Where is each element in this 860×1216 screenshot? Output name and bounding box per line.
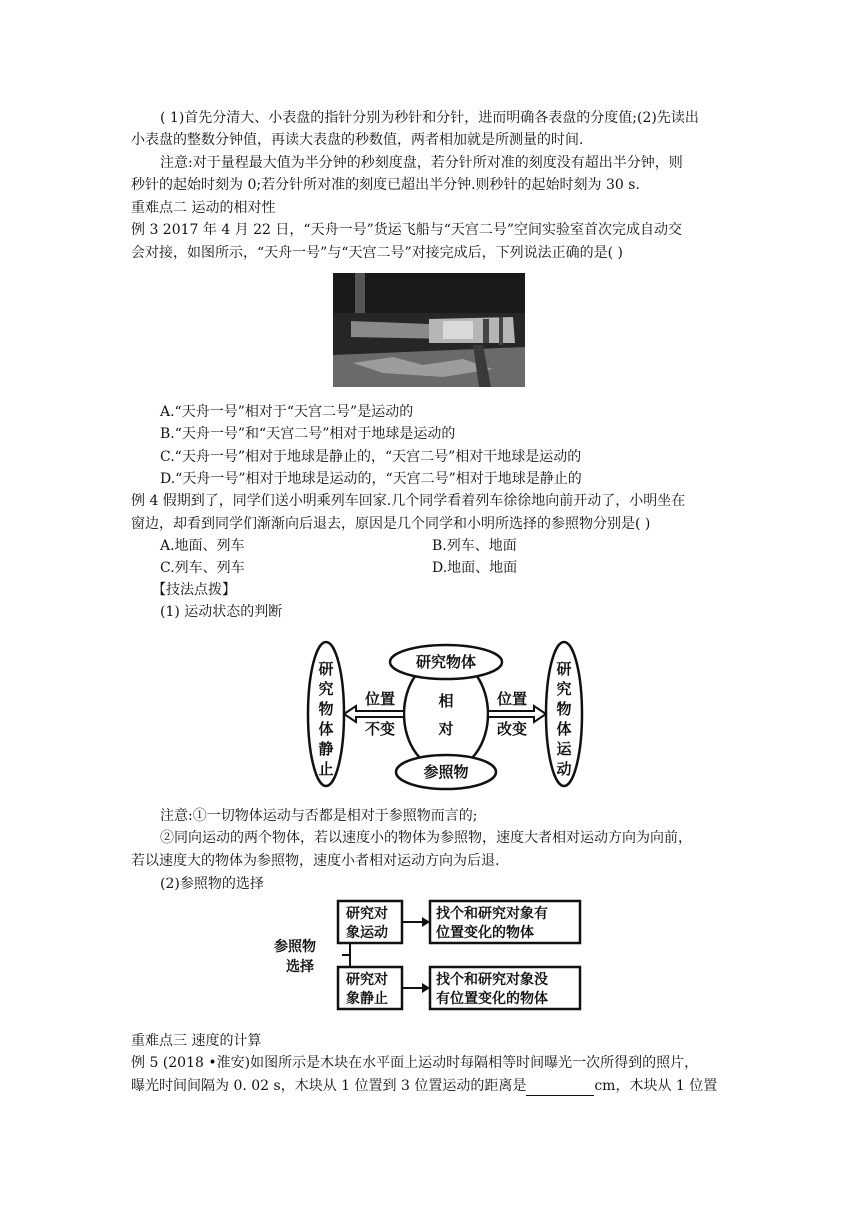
branch-moving-line-1: 研究对 <box>346 906 388 922</box>
right-bottom-label: 改变 <box>496 720 528 738</box>
answer-blank[interactable] <box>526 1081 594 1096</box>
left-bottom-label: 不变 <box>364 720 396 738</box>
example-4-line-1: 例 4 假期到了，同学们送小明乘列车回家.几个同学看着列车徐徐地向前开动了，小明坐在 <box>131 493 686 509</box>
intro-note-line-2: 秒针的起始时刻为 0;若分针所对准的刻度已超出半分钟.则秒针的起始时刻为 30 s. <box>131 177 640 193</box>
root-label-line-1: 参照物 <box>274 939 316 955</box>
relative-char-2: 对 <box>438 720 454 738</box>
moving-char-5: 运 <box>556 740 572 758</box>
right-top-label: 位置 <box>496 690 528 708</box>
intro-line-2: 小表盘的整数分钟值，再读大表盘的秒数值，两者相加就是所测量的时间. <box>131 132 584 148</box>
example-4-line-2: 窗边，却看到同学们渐渐向后退去，原因是几个同学和小明所选择的参照物分别是( ) <box>131 516 651 532</box>
branch-static-line-1: 研究对 <box>346 972 388 988</box>
example-4-option-c: C.列车、列车 <box>160 560 245 576</box>
moving-char-2: 究 <box>556 680 572 698</box>
motion-state-diagram <box>300 640 590 795</box>
notes-line-1: 注意:①一切物体运动与否都是相对于参照物而言的; <box>160 808 478 824</box>
tips-subtitle-1: (1) 运动状态的判断 <box>160 604 283 620</box>
example-3-line-1: 例 3 2017 年 4 月 22 日，“天舟一号”货运飞船与“天宫二号”空间实验室首次完成自动交 <box>131 222 683 238</box>
example-3-line-2: 会对接，如图所示，“天舟一号”与“天宫二号”对接完成后，下列说法正确的是( ) <box>131 245 624 261</box>
static-char-1: 研 <box>318 660 334 678</box>
tips-title: 【技法点拨】 <box>152 582 236 598</box>
reference-selection-diagram <box>272 895 592 1025</box>
result-static-line-1: 找个和研究对象没 <box>436 972 548 988</box>
reference-label: 参照物 <box>423 763 469 781</box>
notes-line-2: ②同向运动的两个物体，若以速度小的物体为参照物，速度大者相对运动方向为向前， <box>160 830 692 846</box>
example-4-option-d: D.地面、地面 <box>432 560 518 576</box>
moving-char-4: 体 <box>556 720 572 738</box>
example-4-option-a: A.地面、列车 <box>160 538 245 554</box>
branch-moving-line-2: 象运动 <box>346 925 388 941</box>
docking-photo <box>333 273 525 387</box>
docking-photo-illustration <box>333 273 525 387</box>
example-4-option-b: B.列车、地面 <box>432 538 517 554</box>
example-5-line-2-suffix: cm，木块从 1 位置 <box>594 1078 718 1094</box>
tips-subtitle-2: (2)参照物的选择 <box>160 876 264 892</box>
static-char-2: 究 <box>318 680 334 698</box>
static-char-4: 体 <box>318 720 334 738</box>
intro-note-line-1: 注意:对于量程最大值为半分钟的秒刻度盘，若分针所对准的刻度没有超出半分钟，则 <box>160 155 683 171</box>
example-5-line-2-prefix: 曝光时间间隔为 0. 02 s，木块从 1 位置到 3 位置运动的距离是 <box>131 1078 527 1094</box>
moving-char-1: 研 <box>556 660 572 678</box>
left-top-label: 位置 <box>364 690 396 708</box>
example-5-line-1: 例 5 (2018 •淮安)如图所示是木块在水平面上运动时每隔相等时间曝光一次所得到的照片， <box>131 1055 699 1071</box>
example-3-option-b: B.“天舟一号”和“天宫二号”相对于地球是运动的 <box>160 426 456 442</box>
section-title-3: 重难点三 速度的计算 <box>131 1033 262 1049</box>
section-title-2: 重难点二 运动的相对性 <box>131 200 276 216</box>
root-label-line-2: 选择 <box>286 959 314 975</box>
notes-line-3: 若以速度大的物体为参照物，速度小者相对运动方向为后退. <box>131 853 500 869</box>
example-3-option-a: A.“天舟一号”相对于“天宫二号”是运动的 <box>160 404 414 420</box>
example-5-line-2 <box>131 1076 717 1096</box>
moving-char-3: 物 <box>556 700 572 718</box>
static-char-6: 止 <box>318 760 334 778</box>
object-label: 研究物体 <box>415 653 477 671</box>
example-3-option-c: C.“天舟一号”相对于地球是静止的，“天宫二号”相对干地球是运动的 <box>160 449 582 465</box>
intro-line-1: ( 1)首先分清大、小表盘的指针分别为秒针和分针，进而明确各表盘的分度值;(2)先读出 <box>160 110 699 126</box>
result-static-line-2: 有位置变化的物体 <box>436 991 548 1007</box>
result-moving-line-2: 位置变化的物体 <box>436 925 534 941</box>
relative-char-1: 相 <box>438 692 454 710</box>
result-moving-line-1: 找个和研究对象有 <box>436 906 548 922</box>
moving-char-6: 动 <box>556 760 572 778</box>
branch-static-line-2: 象静止 <box>346 991 388 1007</box>
example-3-option-d: D.“天舟一号”相对于地球是运动的，“天宫二号”相对于地球是静止的 <box>160 471 582 487</box>
static-char-5: 静 <box>318 740 334 758</box>
static-char-3: 物 <box>318 700 334 718</box>
